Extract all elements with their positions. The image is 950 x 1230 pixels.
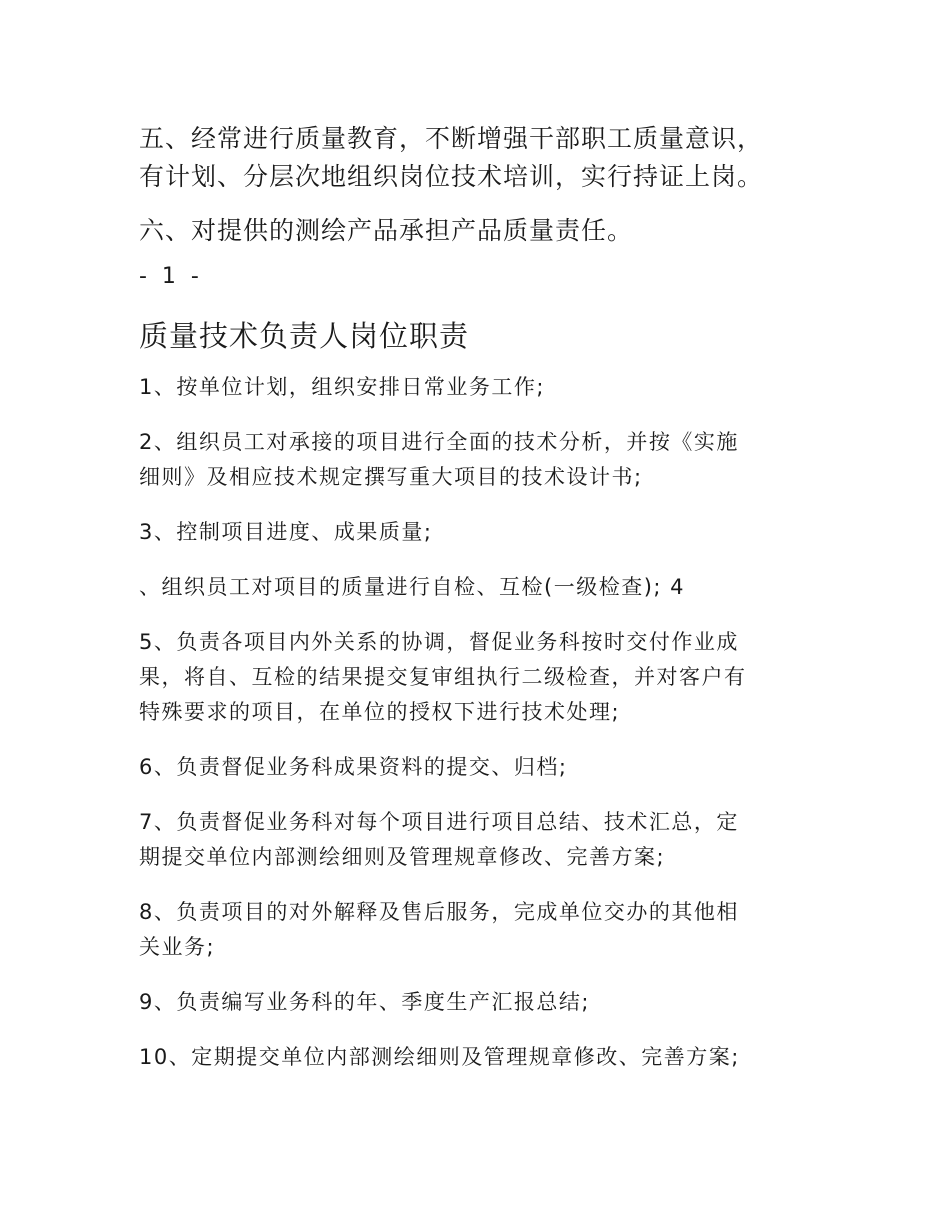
duty-item-1 [139,370,819,405]
duty-item-line: 果，将自、互检的结果提交复审组执行二级检查，并对客户有 [139,665,747,689]
duty-item-line: 5、负责各项目内外关系的协调，督促业务科按时交付作业成 [139,630,739,654]
duty-item-8 [139,895,819,965]
duty-item-5 [139,625,819,730]
duty-item-line: 细则》及相应技术规定撰写重大项目的技术设计书; [139,465,643,489]
duty-item-line: 7、负责督促业务科对每个项目进行项目总结、技术汇总，定 [139,810,739,834]
duty-item-line: 期提交单位内部测绘细则及管理规章修改、完善方案; [139,845,666,869]
duty-item-line: 10、定期提交单位内部测绘细则及管理规章修改、完善方案; [139,1045,740,1069]
duty-item-6 [139,750,819,785]
intro-item-5-line-2: 有计划、分层次地组织岗位技术培训，实行持证上岗。 [139,162,764,191]
intro-item-5 [139,120,819,196]
duty-list [139,370,819,1075]
duty-item-line: 3、控制项目进度、成果质量; [139,520,433,544]
document-page [139,120,819,1075]
duty-item-line: 6、负责督促业务科成果资料的提交、归档; [139,755,568,779]
duty-item-line: 特殊要求的项目，在单位的授权下进行技术处理; [139,700,621,724]
duty-item-3 [139,515,819,550]
duty-item-4 [139,570,819,605]
duty-item-line: 8、负责项目的对外解释及售后服务，完成单位交办的其他相 [139,900,739,924]
duty-item-7 [139,805,819,875]
duty-item-line: 2、组织员工对承接的项目进行全面的技术分析，并按《实施 [139,430,739,454]
page-number: - 1 - [139,264,203,289]
duty-item-10 [139,1040,819,1075]
intro-item-5-line-1: 五、经常进行质量教育，不断增强干部职工质量意识， [139,124,764,153]
duty-item-9 [139,985,819,1020]
intro-item-6: 六、对提供的测绘产品承担产品质量责任。 [139,216,634,245]
duty-item-line: 关业务; [139,935,216,959]
duty-item-line: 、组织员工对项目的质量进行自检、互检(一级检查); 4 [139,575,685,599]
section-title: 质量技术负责人岗位职责 [139,319,470,353]
duty-item-line: 9、负责编写业务科的年、季度生产汇报总结; [139,990,590,1014]
duty-item-line: 1、按单位计划，组织安排日常业务工作; [139,375,545,399]
duty-item-2 [139,425,819,495]
